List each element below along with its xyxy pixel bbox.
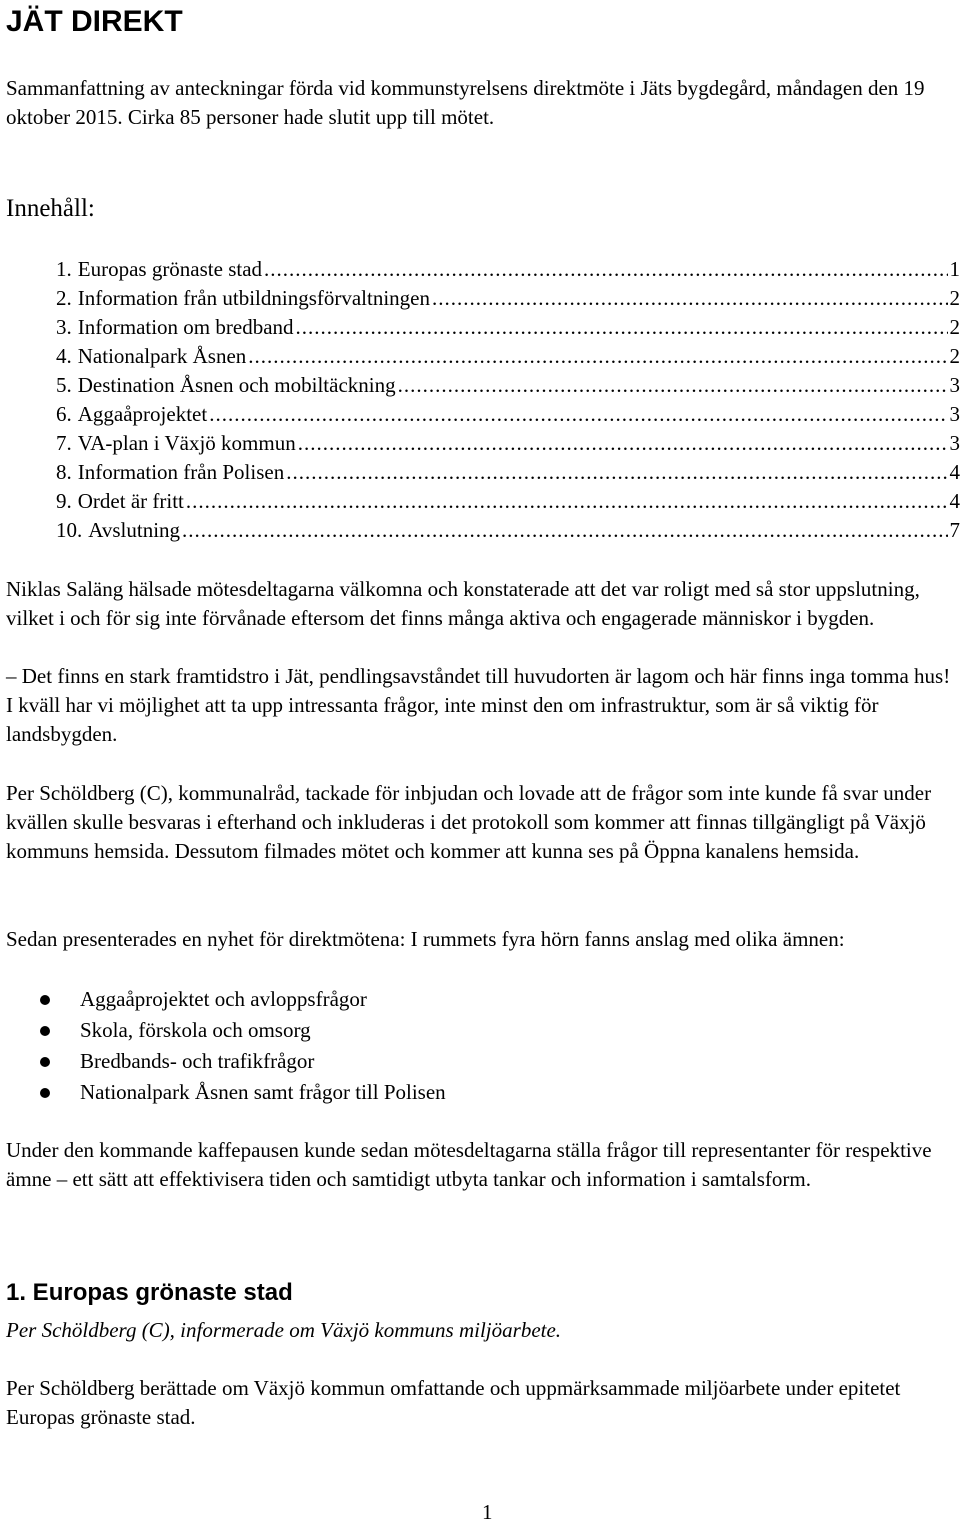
toc-entry-label: Europas grönaste stad [78,255,262,284]
toc-leader-dots [209,400,947,429]
toc-entry-page: 4 [950,487,960,516]
toc-entry-label: VA-plan i Växjö kommun [78,429,296,458]
toc-leader-dots [398,371,948,400]
toc-leader-dots [248,342,947,371]
list-item-text: Bredbands- och trafikfrågor [80,1049,314,1073]
toc-entry-number: 10. [56,516,82,545]
toc-entry-page: 2 [950,342,960,371]
list-item [6,985,446,1016]
toc-entry-number: 2. [56,284,72,313]
bullet-icon [40,1057,50,1067]
toc-entry-page: 2 [950,284,960,313]
toc-leader-dots [432,284,947,313]
toc-entry-label: Information från Polisen [78,458,284,487]
toc-heading: Innehåll: [6,192,95,226]
document-title: JÄT DIREKT [6,4,183,40]
toc-entry-label: Aggaåprojektet [78,400,207,429]
toc-entry-label: Nationalpark Åsnen [78,342,247,371]
toc-entry[interactable] [56,400,960,429]
topic-list [6,985,446,1109]
toc-entry[interactable] [56,255,960,284]
toc-leader-dots [296,313,948,342]
toc-leader-dots [186,487,948,516]
toc-entry-page: 7 [950,516,960,545]
toc-entry-number: 1. [56,255,72,284]
toc-entry-page: 1 [950,255,960,284]
toc-entry-number: 7. [56,429,72,458]
section-body: Per Schöldberg berättade om Växjö kommun omfattande och uppmärksammade miljöarbete under epitetet Europas grönaste stad. [6,1374,952,1432]
toc-entry[interactable] [56,313,960,342]
bullet-icon [40,1088,50,1098]
toc-entry-page: 3 [950,429,960,458]
toc-entry-label: Ordet är fritt [78,487,184,516]
toc-entry-number: 4. [56,342,72,371]
toc-entry-number: 5. [56,371,72,400]
toc-entry-page: 2 [950,313,960,342]
toc-entry-page: 3 [950,371,960,400]
toc-entry-number: 6. [56,400,72,429]
toc-entry-number: 9. [56,487,72,516]
list-item [6,1016,446,1047]
toc-entry[interactable] [56,284,960,313]
coffee-break-paragraph: Under den kommande kaffepausen kunde sedan mötesdeltagarna ställa frågor till representanter för respektive ämne – ett sätt att effektivisera tiden och samtidigt utbyta tankar och information i samtalsform. [6,1136,952,1194]
toc-leader-dots [298,429,948,458]
section-heading: 1. Europas grönaste stad [6,1278,293,1308]
toc-leader-dots [286,458,947,487]
list-item-text: Aggaåprojektet och avloppsfrågor [80,987,367,1011]
toc-leader-dots [264,255,947,284]
news-paragraph: Sedan presenterades en nyhet för direktmötena: I rummets fyra hörn fanns anslag med olika ämnen: [6,925,952,954]
toc-entry[interactable] [56,458,960,487]
bullet-icon [40,1026,50,1036]
toc-entry[interactable] [56,429,960,458]
toc-entry[interactable] [56,487,960,516]
toc-leader-dots [182,516,947,545]
schoeldberg-paragraph: Per Schöldberg (C), kommunalråd, tackade för inbjudan och lovade att de frågor som inte kunde få svar under kvällen skulle besvaras i efterhand och inkluderas i det protokoll som kommer att finnas tillgängligt på Växjö kommuns hemsida. Dessutom filmades mötet och kommer att kunna ses på Öppna kanalens hemsida. [6,779,952,866]
toc-entry-label: Information om bredband [78,313,294,342]
bullet-icon [40,995,50,1005]
toc-entry-page: 4 [950,458,960,487]
intro-paragraph: Sammanfattning av anteckningar förda vid kommunstyrelsens direktmöte i Jäts bygdegård, måndagen den 19 oktober 2015. Cirka 85 personer hade slutit upp till mötet. [6,74,952,132]
toc-entry-page: 3 [950,400,960,429]
list-item [6,1047,446,1078]
table-of-contents [56,255,960,545]
list-item-text: Skola, förskola och omsorg [80,1018,311,1042]
quote-paragraph: – Det finns en stark framtidstro i Jät, pendlingsavståndet till huvudorten är lagom och här finns inga tomma hus! I kväll har vi möjlighet att ta upp intressanta frågor, inte minst den om infrastruktur, som är så viktig för landsbygden. [6,662,952,749]
toc-entry-number: 3. [56,313,72,342]
section-subtitle: Per Schöldberg (C), informerade om Växjö kommuns miljöarbete. [6,1316,952,1345]
toc-entry-label: Information från utbildningsförvaltningen [78,284,430,313]
list-item [6,1078,446,1109]
toc-entry-label: Avslutning [88,516,180,545]
toc-entry-label: Destination Åsnen och mobiltäckning [78,371,396,400]
toc-entry-number: 8. [56,458,72,487]
welcome-paragraph: Niklas Saläng hälsade mötesdeltagarna välkomna och konstaterade att det var roligt med så stor uppslutning, vilket i och för sig inte förvånade eftersom det finns många aktiva och engagerade människor i bygden. [6,575,952,633]
toc-entry[interactable] [56,371,960,400]
toc-entry[interactable] [56,342,960,371]
page-number: 1 [482,1498,493,1527]
toc-entry[interactable] [56,516,960,545]
list-item-text: Nationalpark Åsnen samt frågor till Polisen [80,1080,446,1104]
